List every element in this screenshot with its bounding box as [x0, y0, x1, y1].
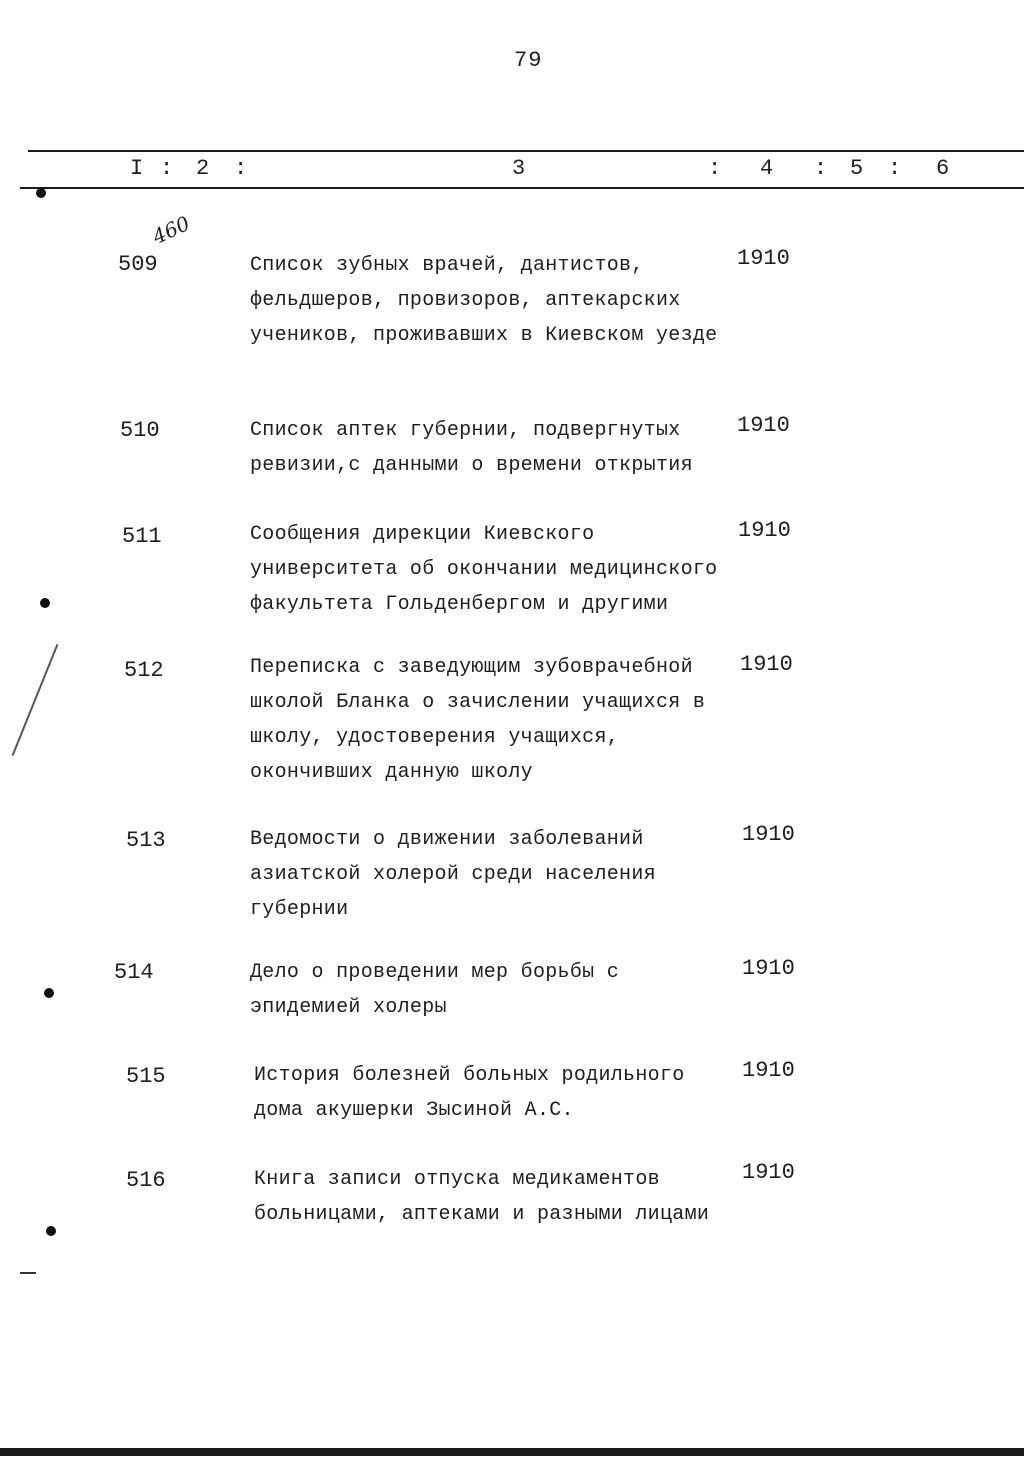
entry-number: 513: [126, 828, 166, 853]
entry-year: 1910: [737, 413, 790, 438]
punch-hole-mark: [44, 988, 54, 998]
entry-year: 1910: [742, 1160, 795, 1185]
margin-stroke: [20, 1272, 36, 1274]
entry-number: 516: [126, 1168, 166, 1193]
column-header-1: I: [130, 156, 144, 181]
column-separator: :: [234, 156, 248, 181]
entry-number: 509: [118, 252, 158, 277]
entry-year: 1910: [737, 246, 790, 271]
entry-year: 1910: [742, 956, 795, 981]
entry-title: Дело о проведении мер борьбы с эпидемией холеры: [250, 961, 620, 1019]
column-separator: :: [708, 156, 722, 181]
entry-number: 514: [114, 960, 154, 985]
column-header-4: 4: [760, 156, 774, 181]
entry-year: 1910: [738, 518, 791, 543]
header-bottom-rule: [20, 187, 1024, 189]
entry-title: Сообщения дирекции Киевского университета об окончании медицинского факультета Гольденбергом и другими: [250, 523, 718, 616]
column-header-5: 5: [850, 156, 864, 181]
column-header-2: 2: [196, 156, 210, 181]
punch-hole-mark: [40, 598, 50, 608]
entry-title: Список зубных врачей, дантистов, фельдшеров, провизоров, аптекарских учеников, проживавших в Киевском уезде: [250, 254, 718, 347]
column-header-3: 3: [512, 156, 526, 181]
punch-hole-mark: [46, 1226, 56, 1236]
scan-bottom-border: [0, 1448, 1024, 1456]
header-top-rule: [28, 150, 1024, 152]
entry-year: 1910: [742, 1058, 795, 1083]
entry-number: 510: [120, 418, 160, 443]
entry-title: Список аптек губернии, подвергнутых ревизии,с данными о времени открытия: [250, 419, 693, 477]
entry-title: Книга записи отпуска медикаментов больницами, аптеками и разными лицами: [254, 1168, 710, 1226]
entry-year: 1910: [742, 822, 795, 847]
entry-title: История болезней больных родильного дома акушерки Зысиной А.С.: [254, 1064, 685, 1122]
entry-title: Ведомости о движении заболеваний азиатской холерой среди населения губернии: [250, 828, 656, 921]
column-separator: :: [888, 156, 902, 181]
entry-number: 515: [126, 1064, 166, 1089]
entry-number: 512: [124, 658, 164, 683]
punch-hole-mark: [36, 188, 46, 198]
entry-number: 511: [122, 524, 162, 549]
column-separator: :: [160, 156, 174, 181]
handwritten-annotation: 460: [148, 211, 194, 249]
column-header-6: 6: [936, 156, 950, 181]
entry-year: 1910: [740, 652, 793, 677]
page-number: 79: [514, 48, 543, 73]
margin-stroke: [12, 644, 59, 756]
entry-title: Переписка с заведующим зубоврачебной школой Бланка о зачислении учащихся в школу, удостоверения учащихся, окончивших данную школу: [250, 656, 706, 784]
column-separator: :: [814, 156, 828, 181]
